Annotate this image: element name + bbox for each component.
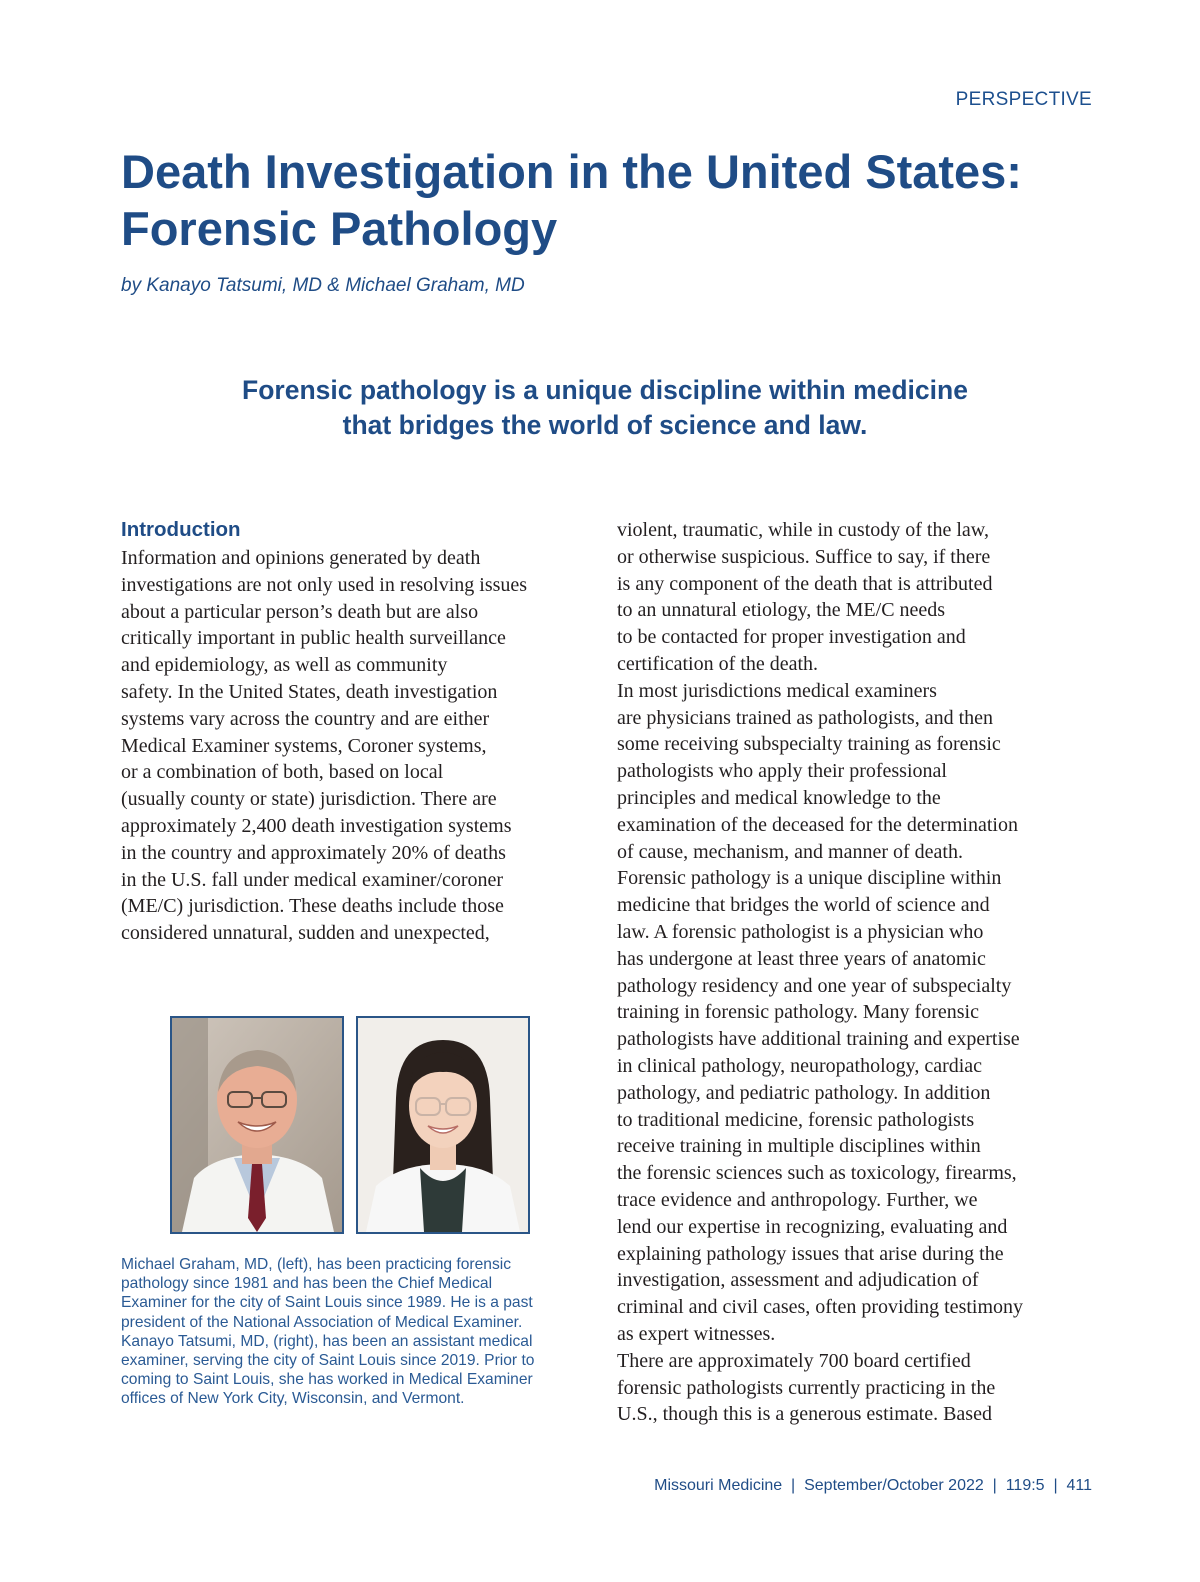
right-column: [617, 517, 1067, 1428]
article-title: [121, 143, 1101, 257]
photo-caption: Michael Graham, MD, (left), has been practicing forensic pathology since 1981 and has been the Chief Medical Examiner for the city of Saint Louis since 1989. He is a past president of the National Association of Medical Examiner. Kanayo Tatsumi, MD, (right), has been an assistant medical examiner, serving the city of Saint Louis since 2019. Prior to coming to Saint Louis, she has worked in Medical Examiner offices of New York City, Wisconsin, and Vermont.: [121, 1256, 535, 1408]
author-photo-kanayo-tatsumi: [356, 1016, 530, 1234]
section-heading: Introduction: [121, 518, 241, 541]
section-label: PERSPECTIVE: [955, 89, 1092, 110]
left-column: [121, 517, 561, 947]
right-column-text: violent, traumatic, while in custody of the law, or otherwise suspicious. Suffice to say, if there is any component of the death that is attributed to an unnatural etiology, the ME/C needs to be contacted for proper investigation and certification of the death. In most jurisdictions medical examiners are physicians trained as pathologists, and then some receiving subspecialty training as forensic pathologists who apply their professional principles and medical knowledge to the examination of the deceased for the determination of cause, mechanism, and manner of death. Forensic pathology is a unique discipline within medicine that bridges the world of science and law. A forensic pathologist is a physician who has undergone at least three years of anatomic pathology residency and one year of subspecialty training in forensic pathology. Many forensic pathologists have additional training and expertise in clinical pathology, neuropathology, cardiac pathology, and pediatric pathology. In addition to traditional medicine, forensic pathologists receive training in multiple disciplines within the forensic sciences such as toxicology, firearms, trace evidence and anthropology. Further, we lend our expertise in recognizing, evaluating and explaining pathology issues that arise during the investigation, assessment and adjudication of criminal and civil cases, often providing testimony as expert witnesses. There are approximately 700 board certified forensic pathologists currently practicing in the U.S., though this is a generous estimate. Based: [617, 519, 1024, 1426]
page-footer: Missouri Medicine | September/October 2022 | 119:5 | 411: [654, 1477, 1092, 1494]
pull-quote: Forensic pathology is a unique discipline within medicine that bridges the world of science and law.: [242, 375, 968, 440]
author-photos: [170, 1016, 530, 1236]
article-title-text: Death Investigation in the United States: Forensic Pathology: [121, 145, 1022, 255]
portrait-woman-illustration: [358, 1018, 528, 1232]
byline: by Kanayo Tatsumi, MD & Michael Graham, MD: [121, 275, 525, 296]
portrait-man-illustration: [172, 1018, 342, 1232]
author-photo-michael-graham: [170, 1016, 344, 1234]
left-column-text: Information and opinions generated by death investigations are not only used in resolving issues about a particular person’s death but are also critically important in public health surveillance and epidemiology, as well as community safety. In the United States, death investigation systems vary across the country and are either Medical Examiner systems, Coroner systems, or a combination of both, based on local (usually county or state) jurisdiction. There are approximately 2,400 death investigation systems in the country and approximately 20% of deaths in the U.S. fall under medical examiner/coroner (ME/C) jurisdiction. These deaths include those considered unnatural, sudden and unexpected,: [121, 547, 528, 945]
